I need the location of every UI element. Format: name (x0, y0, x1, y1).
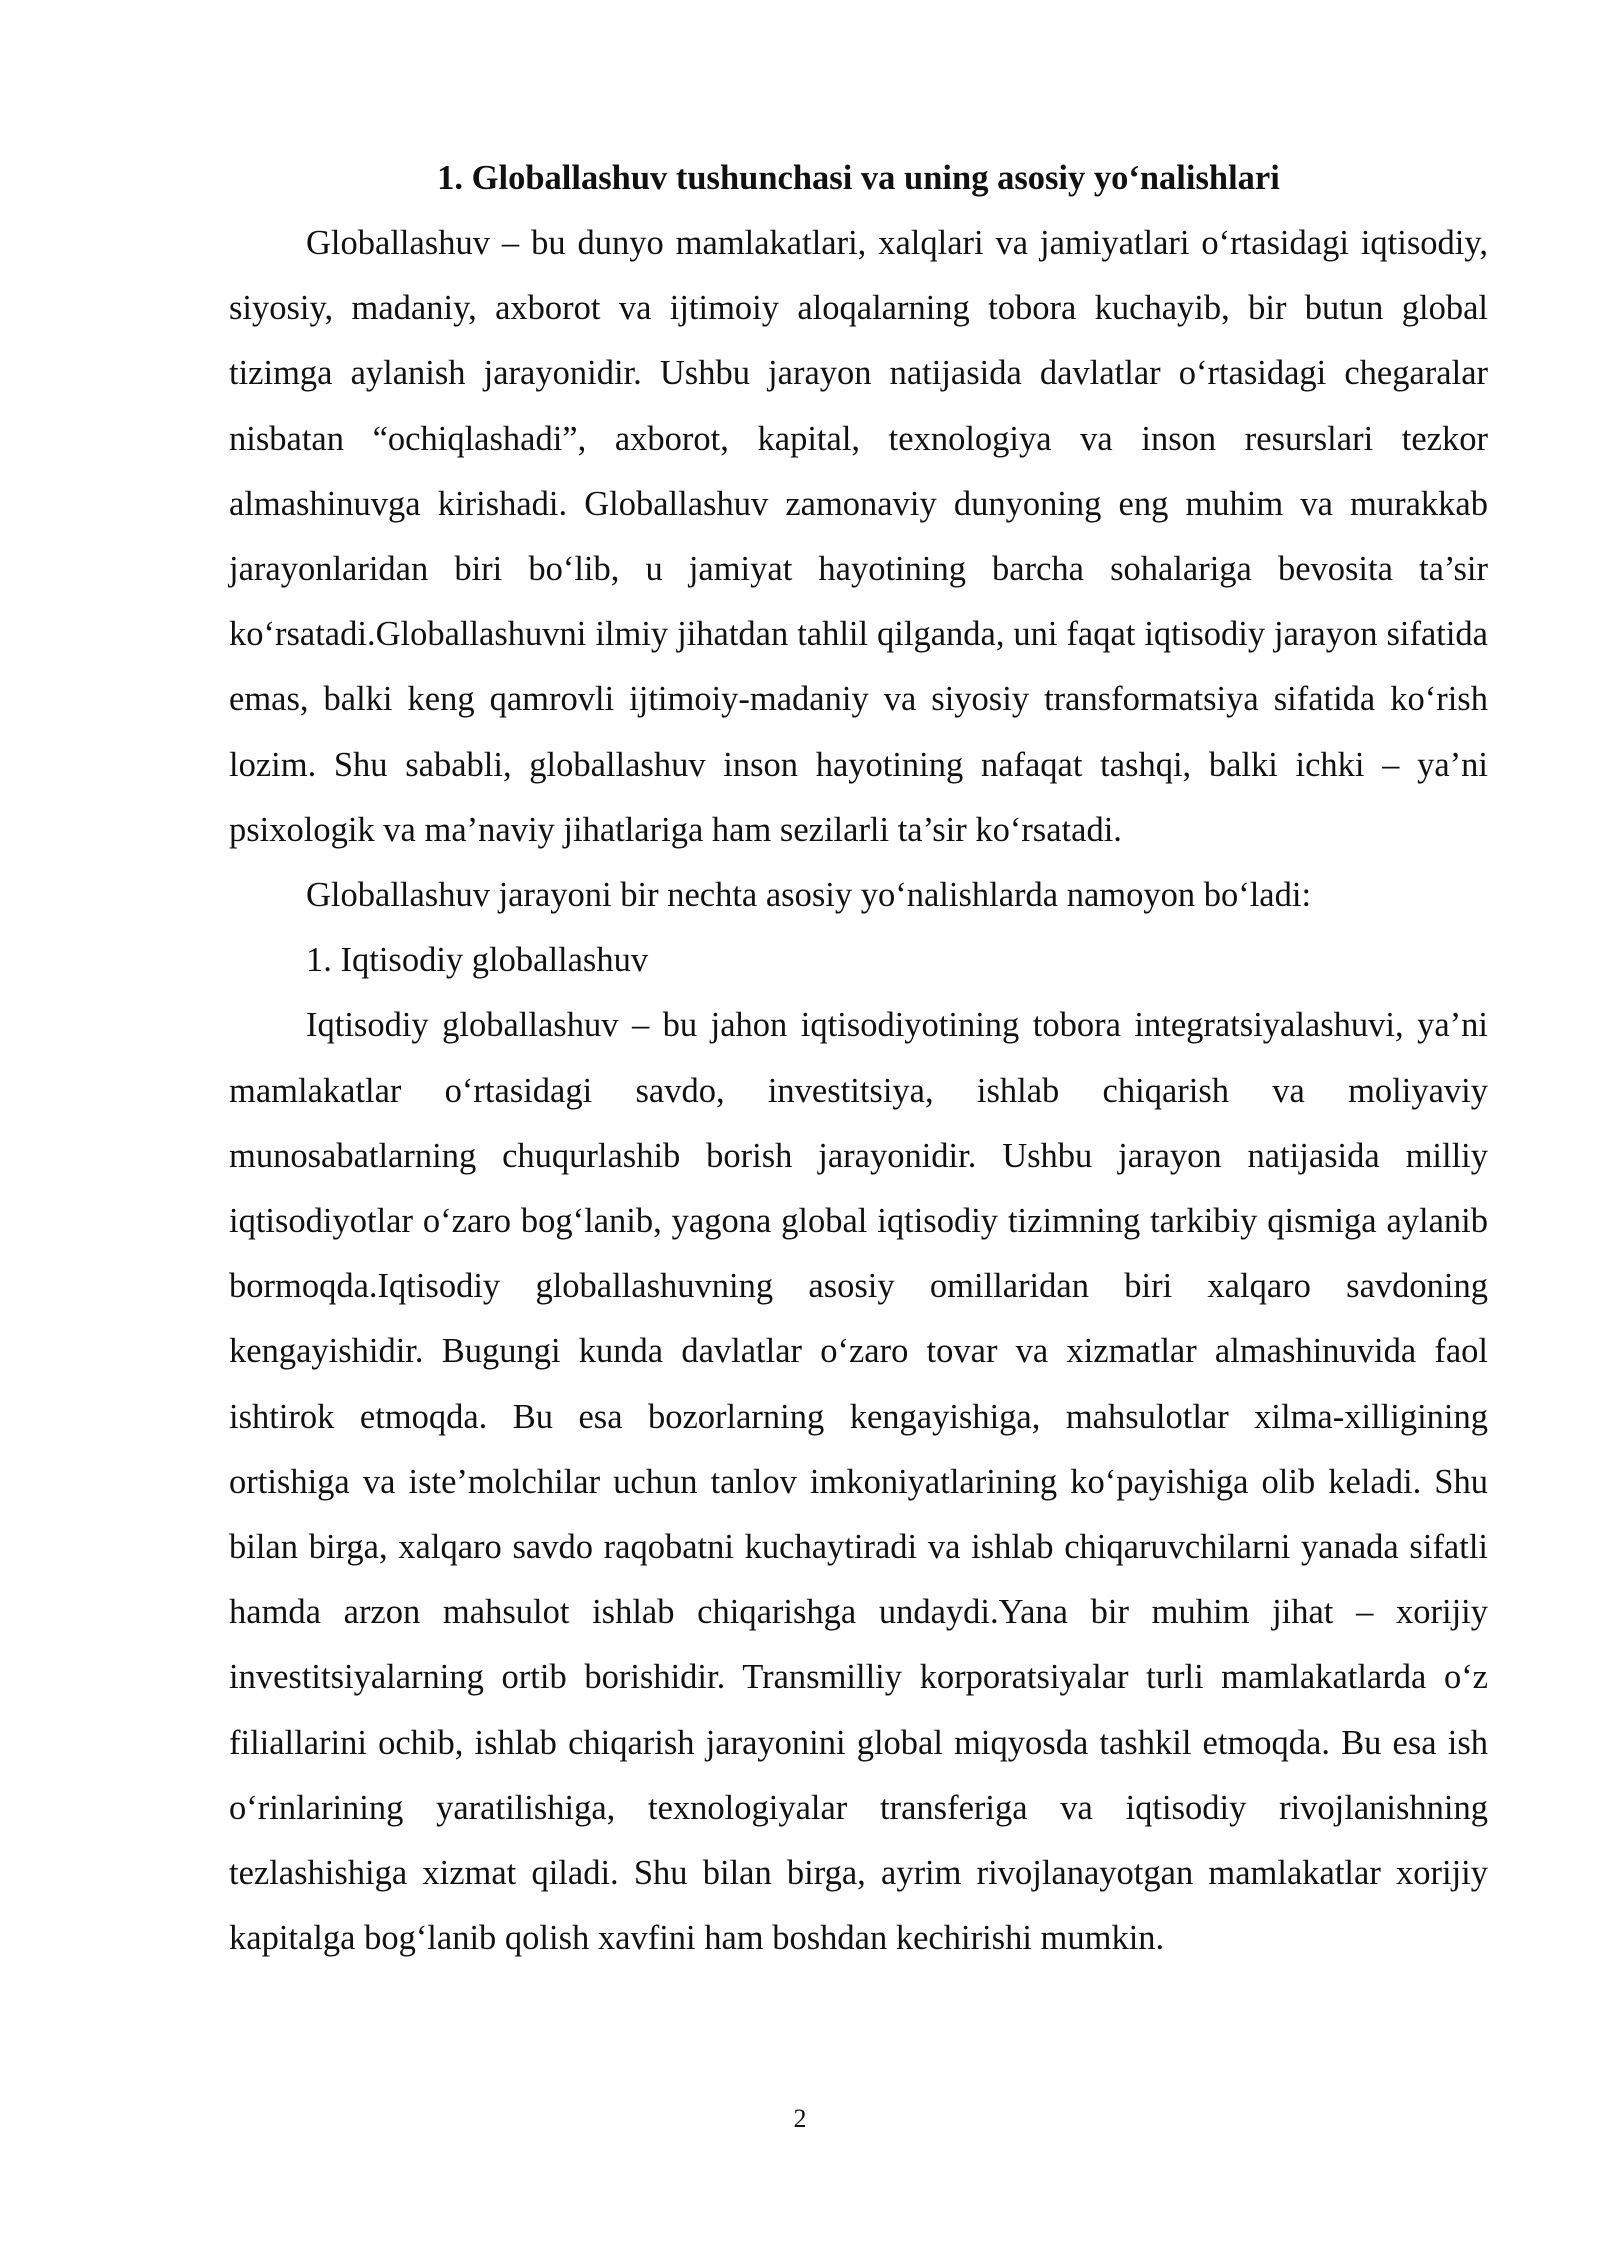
page-number: 2 (793, 2104, 807, 2133)
page-content (229, 146, 1488, 1971)
paragraph-economic-globalization: Iqtisodiy globallashuv – bu jahon iqtisodiyotining tobora integratsiyalashuvi, ya’ni mamlakatlar o‘rtasidagi savdo, investitsiya, ishlab chiqarish va moliyaviy munosabatlarning chuqurlashib borish jarayonidir. Ushbu jarayon natijasida milliy iqtisodiyotlar o‘zaro bog‘lanib, yagona global iqtisodiy tizimning tarkibiy qismiga aylanib bormoqda.Iqtisodiy globallashuvning asosiy omillaridan biri xalqaro savdoning kengayishidir. Bugungi kunda davlatlar o‘zaro tovar va xizmatlar almashinuvida faol ishtirok etmoqda. Bu esa bozorlarning kengayishiga, mahsulotlar xilma-xilligining ortishiga va iste’molchilar uchun tanlov imkoniyatlarining ko‘payishiga olib keladi. Shu bilan birga, xalqaro savdo raqobatni kuchaytiradi va ishlab chiqaruvchilarni yanada sifatli hamda arzon mahsulot ishlab chiqarishga undaydi.Yana bir muhim jihat – xorijiy investitsiyalarning ortib borishidir. Transmilliy korporatsiyalar turli mamlakatlarda o‘z filiallarini ochib, ishlab chiqarish jarayonini global miqyosda tashkil etmoqda. Bu esa ish o‘rinlarining yaratilishiga, texnologiyalar transferiga va iqtisodiy rivojlanishning tezlashishiga xizmat qiladi. Shu bilan birga, ayrim rivojlanayotgan mamlakatlar xorijiy kapitalga bog‘lanib qolish xavfini ham boshdan kechirishi mumkin. (229, 1006, 1488, 1958)
subheading-economic-globalization: 1. Iqtisodiy globallashuv (306, 941, 649, 980)
paragraph-globalization-definition: Globallashuv – bu dunyo mamlakatlari, xalqlari va jamiyatlari o‘rtasidagi iqtisodiy, siyosiy, madaniy, axborot va ijtimoiy aloqalarning tobora kuchayib, bir butun global tizimga aylanish jarayonidir. Ushbu jarayon natijasida davlatlar o‘rtasidagi chegaralar nisbatan “ochiqlashadi”, axborot, kapital, texnologiya va inson resurslari tezkor almashinuvga kirishadi. Globallashuv zamonaviy dunyoning eng muhim va murakkab jarayonlaridan biri bo‘lib, u jamiyat hayotining barcha sohalariga bevosita ta’sir ko‘rsatadi.Globallashuvni ilmiy jihatdan tahlil qilganda, uni faqat iqtisodiy jarayon sifatida emas, balki keng qamrovli ijtimoiy-madaniy va siyosiy transformatsiya sifatida ko‘rish lozim. Shu sababli, globallashuv inson hayotining nafaqat tashqi, balki ichki – ya’ni psixologik va ma’naviy jihatlariga ham sezilarli ta’sir ko‘rsatadi. (229, 224, 1488, 849)
section-heading: 1. Globallashuv tushunchasi va uning asosiy yo‘nalishlari (437, 159, 1280, 197)
paragraph-directions-intro: Globallashuv jarayoni bir nechta asosiy yo‘nalishlarda namoyon bo‘ladi: (306, 876, 1312, 915)
